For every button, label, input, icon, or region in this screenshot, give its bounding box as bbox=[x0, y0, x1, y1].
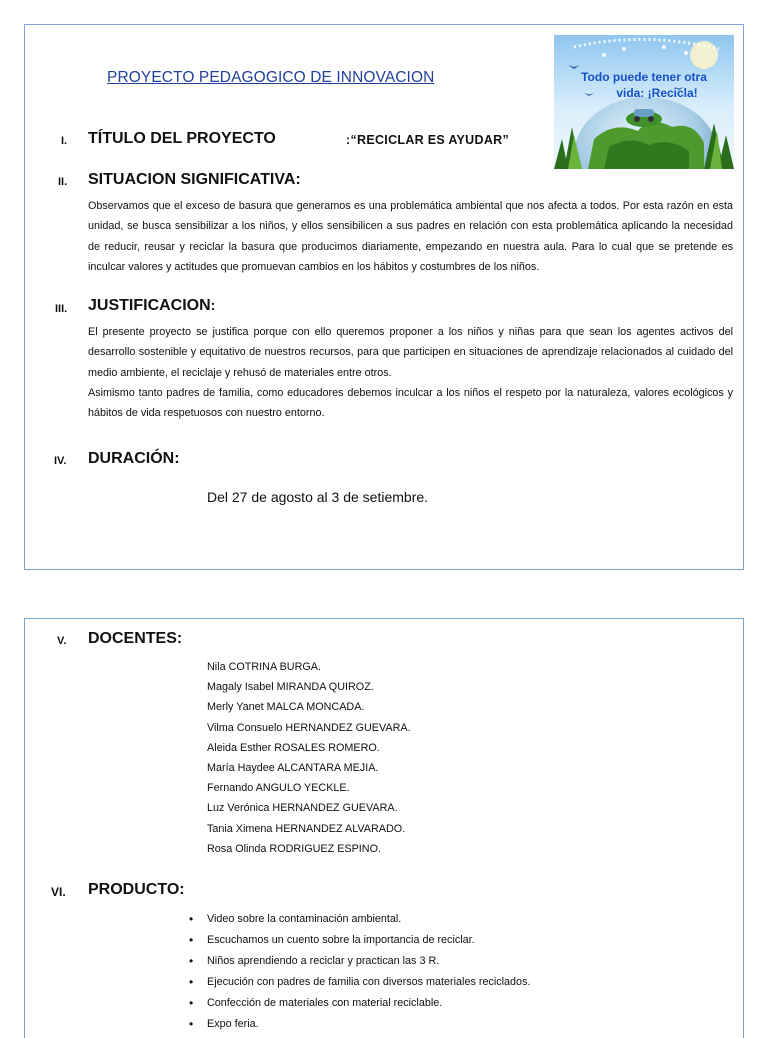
product-item-text: Confección de materiales con material reciclable. bbox=[207, 997, 443, 1009]
teacher-name: Nila COTRINA BURGA. bbox=[207, 661, 321, 673]
bullet-icon: • bbox=[189, 912, 194, 926]
product-item-text: Escuchamos un cuento sobre la importancia de reciclar. bbox=[207, 934, 475, 946]
section-2-title: SITUACION SIGNIFICATIVA: bbox=[88, 171, 301, 188]
document-page-2 bbox=[24, 618, 744, 1038]
section-4-number: IV. bbox=[54, 455, 67, 467]
teacher-name: Rosa Olinda RODRIGUEZ ESPINO. bbox=[207, 842, 381, 855]
teacher-name: María Haydee ALCANTARA MEJIA. bbox=[207, 762, 379, 775]
section-3-title-text: JUSTIFICACION bbox=[88, 297, 211, 314]
document-page-1 bbox=[24, 24, 744, 570]
section-6-number: VI. bbox=[51, 885, 66, 899]
teacher-name: Luz Verónica HERNANDEZ GUEVARA. bbox=[207, 802, 398, 815]
product-item bbox=[189, 972, 531, 993]
recycle-globe-image bbox=[554, 35, 734, 169]
recycle-illustration bbox=[554, 35, 734, 169]
section-5-number: V. bbox=[57, 635, 67, 647]
bullet-icon: • bbox=[189, 996, 194, 1010]
section-2-number: II. bbox=[58, 176, 68, 188]
section-3-title-colon: : bbox=[210, 297, 216, 313]
product-item bbox=[189, 909, 530, 930]
product-item-text: Expo feria. bbox=[207, 1018, 259, 1030]
situation-paragraph: Observamos que el exceso de basura que generamos es una problemática ambiental que nos afecta a todos. Por esta razón en esta unidad, se busca sensibilizar a los niños, y ellos sensibilicen a sus padres en relación con esta problemática aplicando la necesidad de reducir, reusar y reciclar la basura que producimos diariamente, empezando en nuestra aula. Para lo cual que se pretende es inculcar valores y actitudes que promuevan cambios en los hábitos y costumbres de los niños. bbox=[88, 200, 733, 273]
teacher-name: Magaly Isabel MIRANDA QUIROZ. bbox=[207, 681, 374, 694]
teacher-name: Aleida Esther ROSALES ROMERO. bbox=[207, 741, 380, 754]
image-caption-line1: Todo puede tener otra bbox=[581, 70, 707, 84]
teacher-name: Vilma Consuelo HERNANDEZ GUEVARA. bbox=[207, 721, 411, 734]
duration-value: Del 27 de agosto al 3 de setiembre. bbox=[207, 489, 429, 505]
product-item bbox=[189, 930, 530, 951]
section-3-title bbox=[88, 297, 215, 315]
teacher-name: Fernando ANGULO YECKLE. bbox=[207, 782, 350, 795]
justification-paragraph-1: El presente proyecto se justifica porque con ello queremos proponer a los niños y niñas para que sean los agentes activos del desarrollo sostenible y equitativo de nuestros recursos, para que participen en situaciones de aprendizaje relacionados al cuidado del medio ambiente, el reciclaje y rehusó de materiales entre otros. bbox=[88, 326, 733, 379]
product-item bbox=[189, 993, 530, 1014]
teacher-name: Tania Ximena HERNANDEZ ALVARADO. bbox=[207, 822, 406, 835]
product-item bbox=[189, 951, 530, 972]
product-item-text: Video sobre la contaminación ambiental. bbox=[207, 913, 402, 925]
section-3-number: III. bbox=[55, 303, 68, 315]
teacher-name: Merly Yanet MALCA MONCADA. bbox=[207, 701, 365, 714]
section-5-title: DOCENTES: bbox=[88, 630, 183, 647]
product-item-text: Niños aprendiendo a reciclar y practican las 3 R. bbox=[207, 955, 440, 967]
bullet-icon: • bbox=[189, 1017, 194, 1031]
product-item-text: Ejecución con padres de familia con diversos materiales reciclados. bbox=[207, 976, 531, 988]
bullet-icon: • bbox=[189, 933, 194, 947]
section-1-number: I. bbox=[61, 135, 68, 147]
products-list bbox=[189, 909, 531, 1035]
product-item bbox=[189, 1014, 530, 1035]
justification-paragraph-2: Asimismo tanto padres de familia, como educadores debemos inculcar a los niños el respeto por la naturaleza, valores ecológicos y hábitos de vida respetuosos con nuestro entorno. bbox=[88, 387, 733, 420]
image-caption-line2: vida: ¡Recicla! bbox=[616, 86, 698, 100]
project-name: :“RECICLAR ES AYUDAR” bbox=[346, 133, 510, 147]
section-1-title: TÍTULO DEL PROYECTO bbox=[88, 130, 276, 147]
document-title: PROYECTO PEDAGOGICO DE INNOVACION bbox=[107, 69, 435, 86]
bullet-icon: • bbox=[189, 975, 194, 989]
teachers-list bbox=[207, 657, 411, 859]
bullet-icon: • bbox=[189, 954, 194, 968]
section-6-title: PRODUCTO: bbox=[88, 881, 185, 898]
section-4-title: DURACIÓN: bbox=[88, 450, 180, 467]
